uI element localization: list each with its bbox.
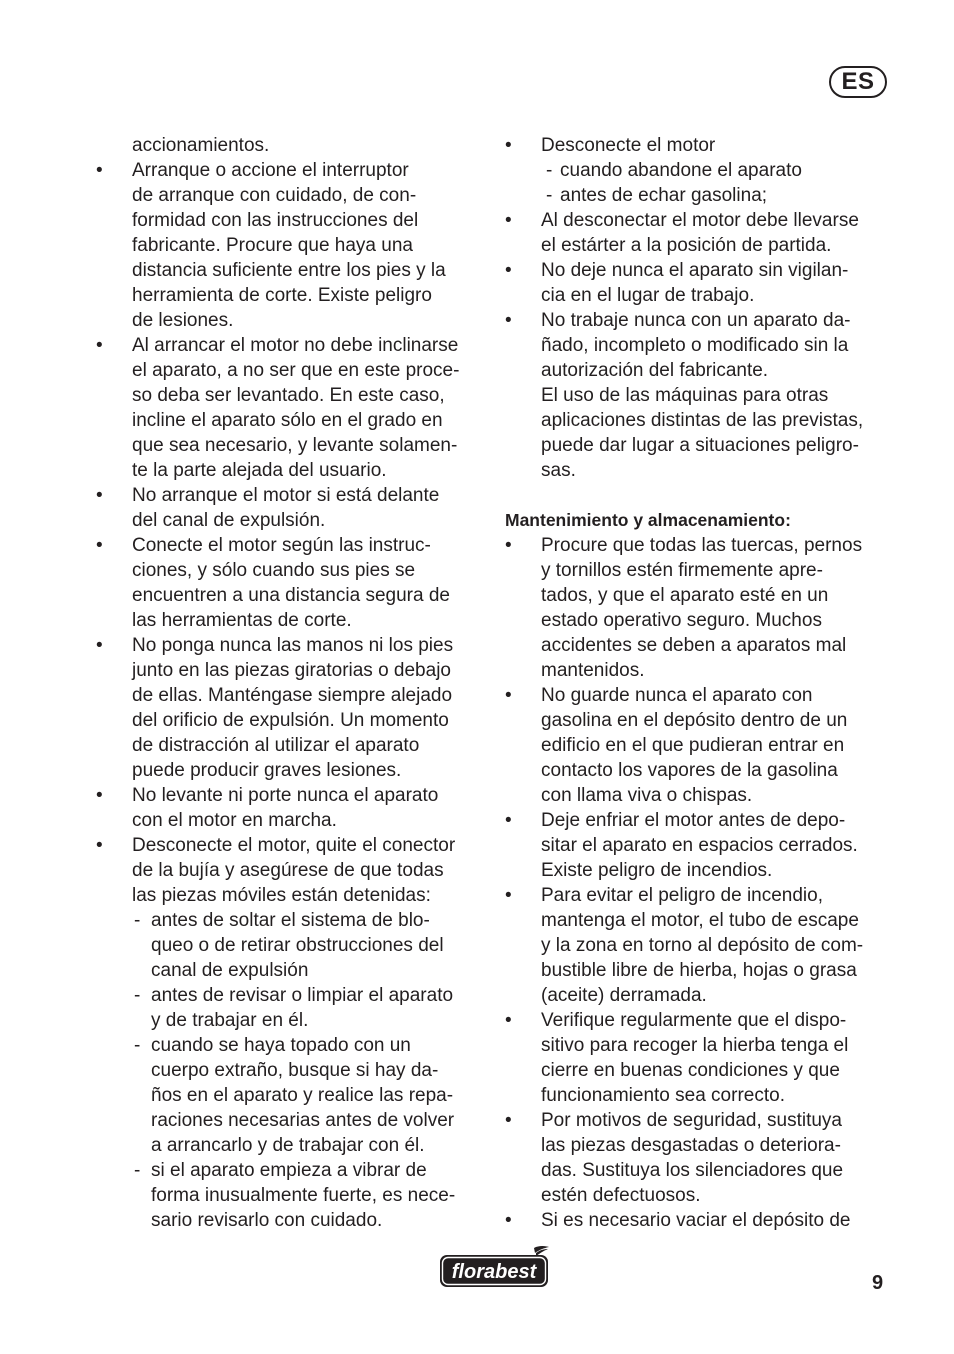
bullet-text: No ponga nunca las manos ni los pies (132, 635, 454, 656)
text-line (96, 858, 488, 883)
bullet-text: Si es necesario vaciar el depósito de (541, 1210, 851, 1231)
paragraph-text: de ellas. Manténgase siempre alejado (132, 685, 453, 706)
paragraph-text: distancia suficiente entre los pies y la (132, 260, 446, 281)
paragraph-text: bustible libre de hierba, hojas o grasa (541, 960, 857, 981)
paragraph-text: estado operativo seguro. Muchos (541, 610, 822, 631)
paragraph-text: das. Sustituya los silenciadores que (541, 1160, 844, 1181)
sub-item-text: antes de revisar o limpiar el aparato (151, 985, 454, 1006)
text-line (96, 1108, 488, 1133)
paragraph-text: accidentes se deben a aparatos mal (541, 635, 847, 656)
paragraph-text: aplicaciones distintas de las previstas, (541, 410, 864, 431)
paragraph-text: las piezas desgastadas o deteriora- (541, 1135, 841, 1156)
text-line (505, 258, 897, 283)
bullet-text: Por motivos de seguridad, sustituya (541, 1110, 842, 1131)
paragraph-text: cierre en buenas condiciones y que (541, 1060, 840, 1081)
text-line (96, 1083, 488, 1108)
text-line (505, 1183, 897, 1208)
bullet-marker: • (96, 835, 103, 856)
text-line (96, 933, 488, 958)
dash-marker: - (134, 1160, 141, 1181)
paragraph-text: (aceite) derramada. (541, 985, 707, 1006)
paragraph-text: tados, y que el aparato esté en un (541, 585, 829, 606)
bullet-marker: • (505, 1010, 512, 1031)
text-line (505, 658, 897, 683)
text-line (505, 558, 897, 583)
bullet-text: Desconecte el motor, quite el conector (132, 835, 456, 856)
paragraph-text: so deba ser levantado. En este caso, (132, 385, 445, 406)
paragraph-text: el estárter a la posición de partida. (541, 235, 832, 256)
paragraph-text: Existe peligro de incendios. (541, 860, 773, 881)
paragraph-text: contacto los vapores de la gasolina (541, 760, 838, 781)
text-line (505, 683, 897, 708)
text-line (505, 1083, 897, 1108)
text-line (505, 308, 897, 333)
bullet-marker: • (505, 135, 512, 156)
text-line (96, 708, 488, 733)
text-line (505, 1158, 897, 1183)
paragraph-text: de distracción al utilizar el aparato (132, 735, 420, 756)
bullet-text: Arranque o accione el interruptor (132, 160, 409, 181)
text-line (505, 933, 897, 958)
text-line (96, 358, 488, 383)
brand-wordmark: florabest (451, 1261, 537, 1283)
text-line (96, 308, 488, 333)
text-line (505, 383, 897, 408)
bullet-text: No levante ni porte nunca el aparato (132, 785, 439, 806)
sub-item-text: cuando abandone el aparato (560, 160, 802, 181)
bullet-text: No guarde nunca el aparato con (541, 685, 813, 706)
paragraph-text: y tornillos estén firmemente apre- (541, 560, 823, 581)
sub-item-text: canal de expulsión (151, 960, 309, 981)
dash-marker: - (134, 1035, 141, 1056)
text-line (505, 958, 897, 983)
sub-item-text: cuerpo extraño, busque si hay da- (151, 1060, 439, 1081)
sub-item-text: y de trabajar en él. (151, 1010, 309, 1031)
section-heading: Mantenimiento y almacenamiento: (505, 510, 791, 530)
paragraph-text: el aparato, a no ser que en este proce- (132, 360, 460, 381)
paragraph-text: El uso de las máquinas para otras (541, 385, 829, 406)
text-line (96, 533, 488, 558)
text-line (505, 1058, 897, 1083)
paragraph-text: con llama viva o chispas. (541, 785, 753, 806)
text-line (96, 1008, 488, 1033)
sub-item-text: antes de soltar el sistema de blo- (151, 910, 430, 931)
bullet-text: No arranque el motor si está delante (132, 485, 440, 506)
bullet-text: No trabaje nunca con un aparato da- (541, 310, 851, 331)
text-line (96, 983, 488, 1008)
text-line (505, 808, 897, 833)
right-column (505, 133, 897, 1233)
sub-item-text: ños en el aparato y realice las repa- (151, 1085, 454, 1106)
bullet-text: Conecte el motor según las instruc- (132, 535, 431, 556)
text-line (96, 383, 488, 408)
bullet-text: Desconecte el motor (541, 135, 716, 156)
bullet-marker: • (96, 335, 103, 356)
paragraph-text: que sea necesario, y levante solamen- (132, 435, 458, 456)
paragraph-text: las herramientas de corte. (132, 610, 352, 631)
paragraph-text: mantenidos. (541, 660, 645, 681)
text-line (505, 158, 897, 183)
paragraph-text: herramienta de corte. Existe peligro (132, 285, 432, 306)
text-line (505, 1133, 897, 1158)
text-line (505, 783, 897, 808)
paragraph-text: del orificio de expulsión. Un momento (132, 710, 449, 731)
text-line (96, 783, 488, 808)
paragraph-text: incline el aparato sólo en el grado en (132, 410, 443, 431)
text-line (505, 833, 897, 858)
paragraph-text: de la bujía y asegúrese de que todas (132, 860, 444, 881)
text-line (505, 133, 897, 158)
bullet-marker: • (505, 310, 512, 331)
text-line (96, 683, 488, 708)
paragraph-text: accionamientos. (132, 135, 270, 156)
paragraph-text: sitivo para recoger la hierba tenga el (541, 1035, 849, 1056)
text-line (96, 583, 488, 608)
text-line (96, 333, 488, 358)
language-badge: ES (829, 66, 887, 98)
paragraph-text: de lesiones. (132, 310, 234, 331)
sub-item-text: cuando se haya topado con un (151, 1035, 411, 1056)
text-line (96, 833, 488, 858)
bullet-text: Deje enfriar el motor antes de depo- (541, 810, 846, 831)
paragraph-text: sas. (541, 460, 576, 481)
paragraph-text: ñado, incompleto o modificado sin la (541, 335, 849, 356)
text-line (505, 583, 897, 608)
bullet-marker: • (96, 535, 103, 556)
bullet-marker: • (505, 1110, 512, 1131)
text-line (96, 808, 488, 833)
text-line (505, 208, 897, 233)
text-line (96, 1208, 488, 1233)
text-line (96, 733, 488, 758)
bullet-text: No deje nunca el aparato sin vigilan- (541, 260, 849, 281)
bullet-marker: • (505, 210, 512, 231)
text-line (505, 433, 897, 458)
text-line (96, 258, 488, 283)
text-line (96, 158, 488, 183)
text-line (505, 1033, 897, 1058)
text-line (505, 1208, 897, 1233)
text-line (96, 633, 488, 658)
dash-marker: - (134, 910, 141, 931)
bullet-marker: • (505, 885, 512, 906)
paragraph-text: puede producir graves lesiones. (132, 760, 402, 781)
bullet-marker: • (96, 635, 103, 656)
paragraph-text: del canal de expulsión. (132, 510, 326, 531)
paragraph-text: sitar el aparato en espacios cerrados. (541, 835, 858, 856)
text-line (96, 958, 488, 983)
paragraph-text: encuentren a una distancia segura de (132, 585, 450, 606)
bullet-text: Procure que todas las tuercas, pernos (541, 535, 863, 556)
sub-item-text: forma inusualmente fuerte, es nece- (151, 1185, 456, 1206)
text-line (505, 758, 897, 783)
text-line (505, 983, 897, 1008)
text-line (505, 1108, 897, 1133)
text-line (96, 458, 488, 483)
bullet-marker: • (505, 535, 512, 556)
text-line (96, 1058, 488, 1083)
text-line (96, 558, 488, 583)
text-line (96, 283, 488, 308)
text-line (505, 908, 897, 933)
paragraph-text: formidad con las instrucciones del (132, 210, 419, 231)
paragraph-text: estén defectuosos. (541, 1185, 701, 1206)
paragraph-text: de arranque con cuidado, de con- (132, 185, 417, 206)
paragraph-text: junto en las piezas giratorias o debajo (132, 660, 451, 681)
text-line (96, 608, 488, 633)
text-line (505, 508, 897, 533)
sub-item-text: antes de echar gasolina; (560, 185, 768, 206)
sub-item-text: sario revisarlo con cuidado. (151, 1210, 383, 1231)
bullet-text: Para evitar el peligro de incendio, (541, 885, 824, 906)
text-line (505, 408, 897, 433)
text-line (96, 133, 488, 158)
text-line (96, 508, 488, 533)
bullet-text: Al arrancar el motor no debe inclinarse (132, 335, 459, 356)
bullet-marker: • (96, 785, 103, 806)
bullet-marker: • (96, 485, 103, 506)
paragraph-text: gasolina en el depósito dentro de un (541, 710, 848, 731)
text-line (505, 708, 897, 733)
text-line (96, 183, 488, 208)
dash-marker: - (134, 985, 141, 1006)
paragraph-text: mantenga el motor, el tubo de escape (541, 910, 859, 931)
text-line (96, 658, 488, 683)
paragraph-text: las piezas móviles están detenidas: (132, 885, 431, 906)
text-line (505, 858, 897, 883)
text-line (505, 633, 897, 658)
paragraph-text: edificio en el que pudieran entrar en (541, 735, 845, 756)
text-line (505, 608, 897, 633)
text-line (505, 183, 897, 208)
sub-item-text: si el aparato empieza a vibrar de (151, 1160, 427, 1181)
text-line (505, 283, 897, 308)
text-line (505, 733, 897, 758)
text-line (96, 408, 488, 433)
text-line (505, 883, 897, 908)
text-line (505, 358, 897, 383)
text-line (505, 458, 897, 483)
text-line (505, 483, 897, 508)
text-line (96, 1133, 488, 1158)
text-line (96, 1158, 488, 1183)
paragraph-text: puede dar lugar a situaciones peligro- (541, 435, 859, 456)
text-line (505, 533, 897, 558)
text-line (505, 333, 897, 358)
dash-marker: - (546, 185, 553, 206)
text-line (96, 208, 488, 233)
text-line (96, 233, 488, 258)
sub-item-text: a arrancarlo y de trabajar con él. (151, 1135, 425, 1156)
page-number: 9 (872, 1272, 884, 1294)
text-line (96, 758, 488, 783)
sub-item-text: raciones necesarias antes de volver (151, 1110, 455, 1131)
paragraph-text: ciones, y sólo cuando sus pies se (132, 560, 416, 581)
paragraph-text: y la zona en torno al depósito de com- (541, 935, 864, 956)
bullet-marker: • (96, 160, 103, 181)
bullet-marker: • (505, 685, 512, 706)
paragraph-text: funcionamiento sea correcto. (541, 1085, 785, 1106)
text-line (96, 883, 488, 908)
left-column (96, 133, 488, 1233)
text-line (96, 1033, 488, 1058)
bullet-marker: • (505, 810, 512, 831)
bullet-marker: • (505, 1210, 512, 1231)
paragraph-text: te la parte alejada del usuario. (132, 460, 387, 481)
bullet-text: Verifique regularmente que el dispo- (541, 1010, 847, 1031)
bullet-marker: • (505, 260, 512, 281)
text-line (96, 483, 488, 508)
sub-item-text: queo o de retirar obstrucciones del (151, 935, 444, 956)
paragraph-text: con el motor en marcha. (132, 810, 337, 831)
florabest-logo (438, 1244, 552, 1290)
paragraph-text: fabricante. Procure que haya una (132, 235, 413, 256)
text-line (96, 1183, 488, 1208)
bullet-text: Al desconectar el motor debe llevarse (541, 210, 859, 231)
paragraph-text: cia en el lugar de trabajo. (541, 285, 755, 306)
dash-marker: - (546, 160, 553, 181)
text-line (96, 908, 488, 933)
text-line (505, 233, 897, 258)
text-line (96, 433, 488, 458)
paragraph-text: autorización del fabricante. (541, 360, 769, 381)
text-line (505, 1008, 897, 1033)
